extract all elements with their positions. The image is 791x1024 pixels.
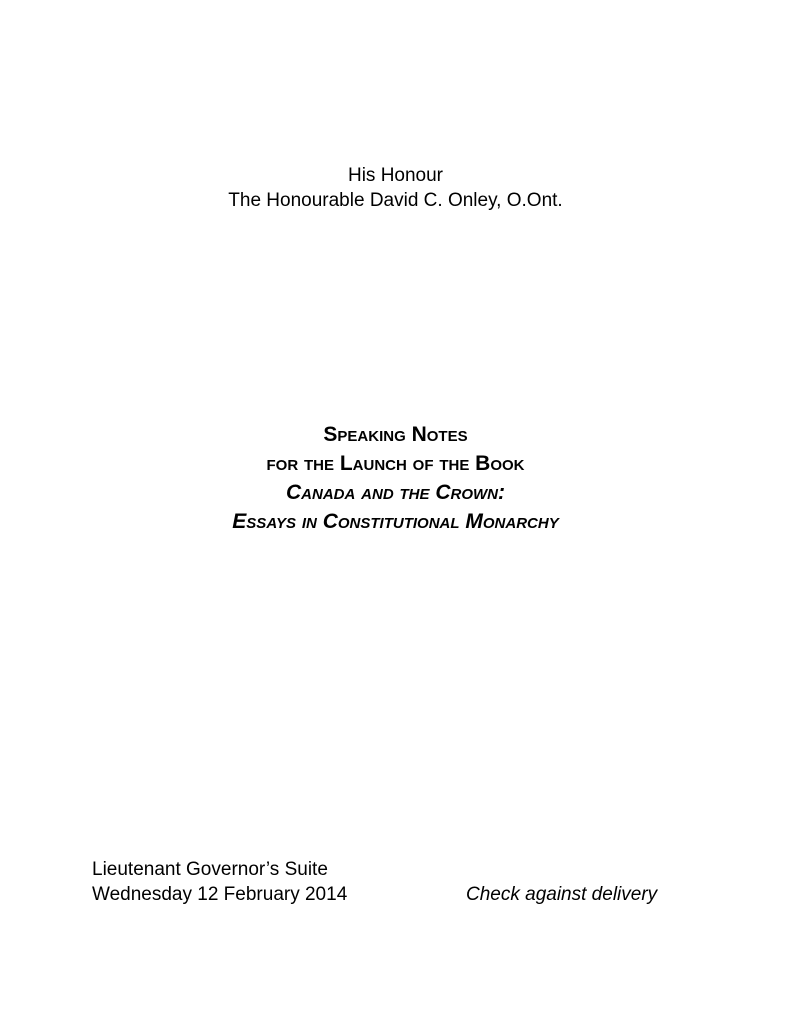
- title-line-1: Speaking Notes: [323, 423, 468, 446]
- speaker-block: [0, 163, 791, 213]
- title-line-3: Canada and the Crown:: [286, 481, 505, 504]
- title-line-4: Essays in Constitutional Monarchy: [232, 510, 559, 533]
- delivery-note: [466, 882, 657, 907]
- document-title: [0, 420, 791, 536]
- event-location: Lieutenant Governor’s Suite: [92, 859, 328, 880]
- title-line-2: for the Launch of the Book: [266, 452, 525, 475]
- event-date: Wednesday 12 February 2014: [92, 884, 348, 905]
- speaker-name: The Honourable David C. Onley, O.Ont.: [228, 190, 563, 211]
- delivery-note-text: Check against delivery: [466, 884, 658, 905]
- event-details: [92, 857, 347, 907]
- speaker-honorific: His Honour: [347, 165, 444, 186]
